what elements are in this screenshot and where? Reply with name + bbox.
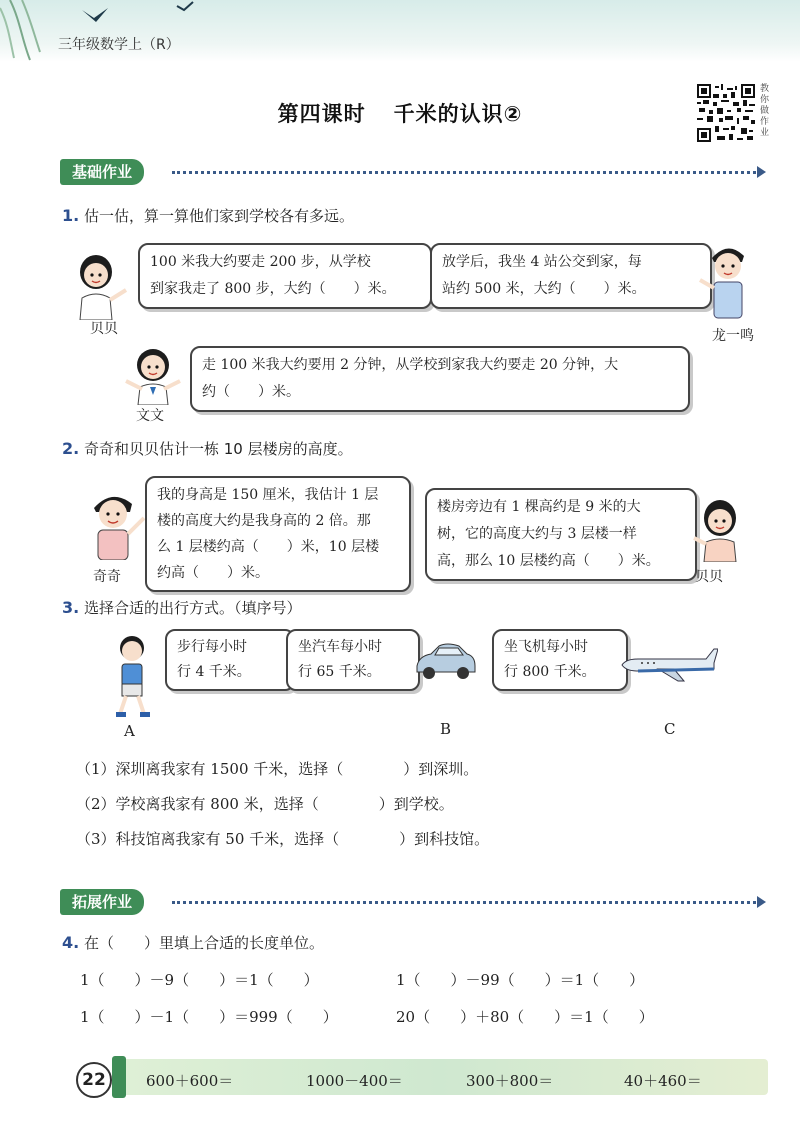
speech-line: 约（ ）米。 — [202, 384, 300, 400]
mental-math-item: 40＋460＝ — [624, 1072, 702, 1090]
question-1 — [62, 205, 354, 226]
page-number: 22 — [76, 1062, 112, 1098]
boy-qiqi-icon — [86, 488, 150, 560]
page-title — [0, 98, 800, 128]
speech-line: 走 100 米我大约要用 2 分钟，从学校到家我大约要走 20 分钟，大 — [202, 357, 619, 373]
speech-line: 行 65 千米。 — [298, 664, 381, 680]
section-divider — [172, 171, 756, 174]
speech-line: 树，它的高度大约与 3 层楼一样 — [437, 526, 637, 542]
equation-blank: 1（ ）－9（ ）＝1（ ） — [80, 971, 319, 989]
airplane-icon — [618, 645, 718, 685]
speech-line: 100 米我大约要走 200 步，从学校 — [150, 254, 371, 270]
character-name: 奇奇 — [93, 569, 121, 585]
sub-question-3: （3）科技馆离我家有 50 千米，选择（ ）到科技馆。 — [76, 830, 490, 848]
speech-line: 放学后，我坐 4 站公交到家，每 — [442, 254, 642, 270]
question-3 — [62, 597, 302, 618]
car-icon — [413, 640, 479, 682]
character-name: 龙一鸣 — [712, 328, 754, 344]
question-text: 奇奇和贝贝估计一栋 10 层楼房的高度。 — [84, 440, 353, 458]
speech-line: 么 1 层楼约高（ ）米，10 层楼 — [157, 539, 380, 555]
question-4 — [62, 932, 324, 953]
question-number: 3. — [62, 598, 80, 617]
qr-code-icon[interactable] — [697, 84, 755, 142]
question-number: 2. — [62, 439, 80, 458]
equation-blank: 1（ ）－1（ ）＝999（ ） — [80, 1008, 338, 1026]
speech-bubble-beibei — [138, 243, 432, 309]
speech-line: 楼的高度大约是我身高的 2 倍。那 — [157, 513, 371, 529]
footer-tab — [112, 1056, 126, 1098]
equation-blank: 1（ ）－99（ ）＝1（ ） — [396, 971, 645, 989]
girl-wenwen-icon — [120, 345, 186, 405]
arrow-right-icon — [757, 896, 766, 908]
speech-bubble-option-c — [492, 629, 628, 691]
speech-line: 步行每小时 — [177, 639, 247, 655]
character-name: 贝贝 — [90, 321, 118, 337]
lesson-topic: 千米的认识② — [393, 102, 523, 126]
lesson-number: 第四课时 — [277, 102, 366, 126]
question-text: 在（ ）里填上合适的长度单位。 — [84, 934, 325, 952]
speech-bubble-qiqi — [145, 476, 411, 592]
speech-bubble-longyiming — [430, 243, 712, 309]
mental-math-item: 1000－400＝ — [306, 1072, 403, 1090]
walking-boy-icon — [108, 634, 158, 718]
speech-line: 行 4 千米。 — [177, 664, 251, 680]
girl-beibei-icon — [690, 496, 746, 562]
boy-longyiming-icon — [698, 240, 756, 320]
sub-question-2: （2）学校离我家有 800 米，选择（ ）到学校。 — [76, 795, 454, 813]
speech-line: 坐汽车每小时 — [298, 639, 382, 655]
section-tab-basic: 基础作业 — [60, 159, 144, 185]
speech-bubble-beibei-2 — [425, 488, 697, 581]
speech-line: 到家我走了 800 步，大约（ ）米。 — [150, 281, 396, 297]
arrow-right-icon — [757, 166, 766, 178]
character-name: 贝贝 — [695, 569, 723, 585]
speech-line: 高，那么 10 层楼约高（ ）米。 — [437, 553, 660, 569]
option-label-a: A — [124, 722, 135, 740]
question-number: 1. — [62, 206, 80, 225]
option-label-c: C — [664, 720, 676, 738]
qr-caption: 教你做作业 — [760, 84, 770, 138]
equation-blank: 20（ ）＋80（ ）＝1（ ） — [396, 1008, 654, 1026]
section-tab-extension: 拓展作业 — [60, 889, 144, 915]
speech-line: 坐飞机每小时 — [504, 639, 588, 655]
sub-question-1: （1）深圳离我家有 1500 千米，选择（ ）到深圳。 — [76, 760, 479, 778]
speech-bubble-wenwen — [190, 346, 690, 412]
speech-line: 行 800 千米。 — [504, 664, 596, 680]
speech-bubble-option-b — [286, 629, 420, 691]
question-2 — [62, 438, 353, 459]
section-divider — [172, 901, 756, 904]
question-text: 估一估，算一算他们家到学校各有多远。 — [84, 207, 355, 225]
mental-math-item: 600＋600＝ — [146, 1072, 234, 1090]
header-label: 三年级数学上（R） — [58, 37, 180, 53]
speech-line: 楼房旁边有 1 棵高约是 9 米的大 — [437, 499, 641, 515]
girl-beibei-icon — [70, 250, 130, 320]
swallow-icon — [80, 6, 110, 26]
character-name: 文文 — [136, 408, 164, 424]
speech-line: 约高（ ）米。 — [157, 565, 269, 581]
mental-math-item: 300＋800＝ — [466, 1072, 554, 1090]
question-text: 选择合适的出行方式。（填序号） — [84, 599, 302, 617]
speech-line: 站约 500 米，大约（ ）米。 — [442, 281, 646, 297]
speech-bubble-option-a — [165, 629, 295, 691]
option-label-b: B — [440, 720, 452, 738]
speech-line: 我的身高是 150 厘米，我估计 1 层 — [157, 487, 379, 503]
swallow-icon — [176, 0, 194, 14]
question-number: 4. — [62, 933, 80, 952]
